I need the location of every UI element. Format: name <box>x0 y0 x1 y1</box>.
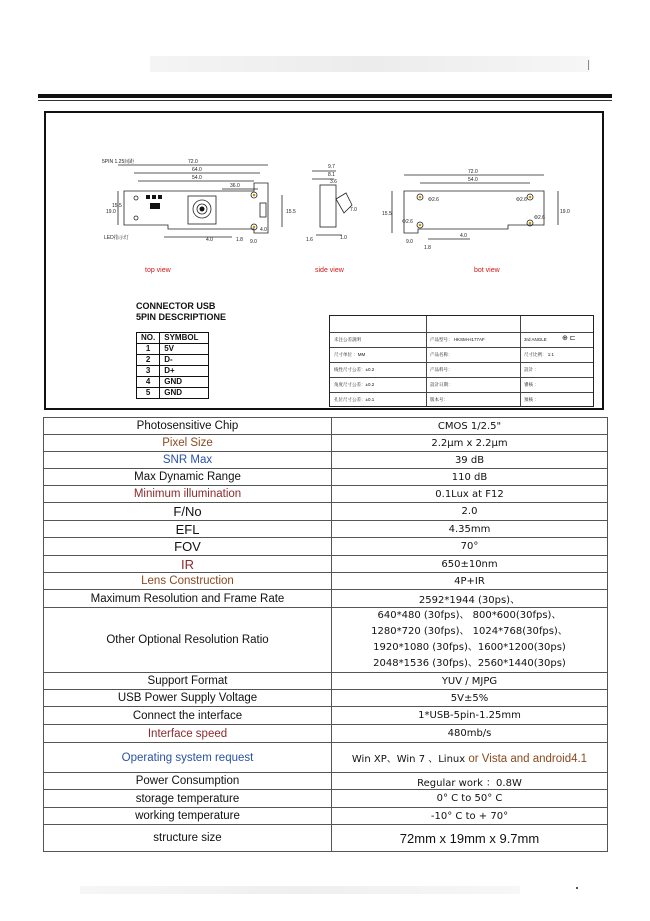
spec-row <box>44 573 608 590</box>
spec-row <box>44 521 608 538</box>
spec-row <box>44 435 608 452</box>
resolution-line: 1920*1080 (30fps)、1600*1200(30ps) <box>373 642 566 653</box>
top-view-label: top view <box>145 267 171 274</box>
top-view-dim-labels <box>102 158 296 245</box>
spin-label: 5PIN 1.25间距 <box>102 159 135 165</box>
spec-label: Max Dynamic Range <box>44 469 332 486</box>
spec-value: 2.0 <box>332 503 608 521</box>
pin-no: 5 <box>137 388 160 399</box>
spec-label: structure size <box>44 825 332 852</box>
pin-row <box>137 344 209 355</box>
pin-no: 4 <box>137 377 160 388</box>
spec-value: 72mm x 19mm x 9.7mm <box>332 825 608 852</box>
bot-phi-3: Φ2.6 <box>402 219 413 225</box>
spec-value: -10° C to + 70° <box>332 808 608 825</box>
pin-symbol: D- <box>160 355 209 366</box>
bot-phi-2: Φ2.6 <box>516 197 527 203</box>
footer-dot <box>576 887 578 889</box>
spec-value: 70° <box>332 538 608 556</box>
spec-table <box>43 417 608 852</box>
side-view-label: side view <box>315 267 344 274</box>
bot-phi-4: Φ2.6 <box>534 215 545 221</box>
dim-97: 9.7 <box>328 164 335 170</box>
dim-36: 36.0 <box>230 183 240 189</box>
spec-label: Minimum illumination <box>44 486 332 503</box>
spec-row <box>44 773 608 790</box>
os-extra: or Vista and android4.1 <box>468 753 588 765</box>
bot-dim-72: 72.0 <box>468 169 478 175</box>
spec-value <box>332 608 608 673</box>
mechanical-drawing <box>44 111 604 410</box>
faint-header-title <box>150 56 590 72</box>
spec-row <box>44 452 608 469</box>
pin-row <box>137 388 209 399</box>
tb-r4c2: 設計日期： <box>430 382 453 387</box>
spec-value: 2592*1944 (30ps)、 <box>332 590 608 608</box>
spec-value: YUV / MJPG <box>332 673 608 690</box>
spec-label: Pixel Size <box>44 435 332 452</box>
bot-view-outline <box>392 175 558 239</box>
tb-r1c2: 产品型号： HKSM-H177AF <box>430 337 485 342</box>
spec-label: EFL <box>44 521 332 538</box>
spec-row <box>44 790 608 808</box>
spec-label: IR <box>44 556 332 573</box>
spec-value: 110 dB <box>332 469 608 486</box>
spec-value <box>332 743 608 773</box>
spec-label: Other Optional Resolution Ratio <box>44 608 332 673</box>
spec-row <box>44 690 608 707</box>
tb-r4c1: 角度尺寸公差：±0.2 <box>334 382 375 387</box>
dim-18: 1.8 <box>236 237 243 243</box>
spec-label: Operating system request <box>44 743 332 773</box>
header-rule-thick <box>38 94 612 98</box>
pin-table <box>136 332 209 399</box>
dim-19: 19.0 <box>106 209 116 215</box>
spec-value: Regular work ：0.8W <box>332 773 608 790</box>
spec-row <box>44 538 608 556</box>
spec-row <box>44 503 608 521</box>
spec-row <box>44 418 608 435</box>
spec-row <box>44 808 608 825</box>
spec-label: working temperature <box>44 808 332 825</box>
dim-90: 9.0 <box>250 239 257 245</box>
spec-value: 650±10nm <box>332 556 608 573</box>
spec-label: Lens Construction <box>44 573 332 590</box>
connector-title <box>136 301 226 323</box>
spec-row <box>44 707 608 725</box>
spec-row <box>44 825 608 852</box>
dim-36s: 3.6 <box>330 179 337 185</box>
pin-header-symbol: SYMBOL <box>160 333 209 344</box>
bot-dim-190: 19.0 <box>560 209 570 215</box>
connector-title-line2: 5PIN DESCRIPTIONE <box>136 312 227 322</box>
tb-r2c1: 尺寸单位 ：MM <box>334 352 366 357</box>
header-rule-thin <box>38 100 612 101</box>
spec-row <box>44 590 608 608</box>
dim-81: 8.1 <box>328 172 335 178</box>
spec-label: Connect the interface <box>44 707 332 725</box>
dim-155-r: 15.5 <box>286 209 296 215</box>
spec-row <box>44 673 608 690</box>
dim-16: 1.6 <box>306 237 313 243</box>
resolution-line: 640*480 (30fps)、 800*600(30fps)、 <box>377 610 562 621</box>
dim-10: 1.0 <box>340 235 347 241</box>
spec-row <box>44 486 608 503</box>
tb-r5c2: 版本号： <box>430 397 448 402</box>
spec-label: FOV <box>44 538 332 556</box>
dim-40-b: 4.0 <box>206 237 213 243</box>
led-label: LED指示灯 <box>104 235 129 241</box>
resolution-line: 1280*720 (30fps)、 1024*768(30fps)、 <box>371 626 568 637</box>
spec-label: Power Consumption <box>44 773 332 790</box>
projection-icon: ⊕ ⊏ <box>562 335 576 342</box>
spec-label: Maximum Resolution and Frame Rate <box>44 590 332 608</box>
pin-symbol: GND <box>160 388 209 399</box>
tb-r5c1: 孔位尺寸公差：±0.1 <box>334 397 375 402</box>
pin-no: 1 <box>137 344 160 355</box>
tb-r3c3: 設計 ： <box>524 367 539 372</box>
bot-dim-18: 1.8 <box>424 245 431 251</box>
bot-dim-90: 9.0 <box>406 239 413 245</box>
tb-r2c3: 尺寸比例： 1:1 <box>524 352 555 357</box>
header-end-mark <box>588 60 589 70</box>
pin-row <box>137 366 209 377</box>
tb-r1c3: 3rd ANGLE <box>524 337 547 342</box>
spec-value: 4.35mm <box>332 521 608 538</box>
spec-row <box>44 556 608 573</box>
spec-value: 5V±5% <box>332 690 608 707</box>
dim-70: 7.0 <box>350 207 357 213</box>
spec-value: CMOS 1/2.5" <box>332 418 608 435</box>
tb-r2c2: 产品名称： <box>430 352 453 357</box>
spec-row <box>44 743 608 773</box>
connector-title-line1: CONNECTOR USB <box>136 301 216 311</box>
spec-label: Support Format <box>44 673 332 690</box>
pin-table-header <box>137 333 209 344</box>
spec-value: 39 dB <box>332 452 608 469</box>
tb-r5c3: 預核 ： <box>524 397 539 402</box>
top-view-features <box>146 195 205 212</box>
dim-64: 64.0 <box>192 167 202 173</box>
pin-symbol: GND <box>160 377 209 388</box>
bot-phi-1: Φ2.6 <box>428 197 439 203</box>
pin-header-no: NO. <box>137 333 160 344</box>
faint-footer <box>80 886 520 894</box>
pin-no: 3 <box>137 366 160 377</box>
spec-label: SNR Max <box>44 452 332 469</box>
pin-symbol: D+ <box>160 366 209 377</box>
pin-symbol: 5V <box>160 344 209 355</box>
dim-72: 72.0 <box>188 159 198 165</box>
spec-value: 4P+IR <box>332 573 608 590</box>
tb-r3c2: 产品料号： <box>430 367 453 372</box>
pin-row <box>137 355 209 366</box>
tb-r3c1: 线性尺寸公差：±0.2 <box>334 367 375 372</box>
bot-dim-40: 4.0 <box>460 233 467 239</box>
spec-label: storage temperature <box>44 790 332 808</box>
pin-no: 2 <box>137 355 160 366</box>
resolution-line: 2048*1536 (30fps)、2560*1440(30ps) <box>373 658 566 669</box>
spec-value: 480mb/s <box>332 725 608 743</box>
spec-value: 0° C to 50° C <box>332 790 608 808</box>
spec-row <box>44 725 608 743</box>
bot-view-label: bot view <box>474 267 500 274</box>
dim-40: 4.0 <box>260 227 267 233</box>
pin-row <box>137 377 209 388</box>
os-list: Win XP、Win 7 、Linux <box>351 754 469 765</box>
title-block <box>329 315 594 407</box>
tb-r4c3: 審核 ： <box>524 382 539 387</box>
spec-value: 0.1Lux at F12 <box>332 486 608 503</box>
spec-label: Interface speed <box>44 725 332 743</box>
spec-row <box>44 608 608 673</box>
dim-54: 54.0 <box>192 175 202 181</box>
bot-dim-155: 15.5 <box>382 211 392 217</box>
spec-row <box>44 469 608 486</box>
spec-value: 1*USB-5pin-1.25mm <box>332 707 608 725</box>
spec-label: Photosensitive Chip <box>44 418 332 435</box>
spec-label: USB Power Supply Voltage <box>44 690 332 707</box>
spec-label: F/No <box>44 503 332 521</box>
dim-155: 15.5 <box>112 203 122 209</box>
bot-dim-54: 54.0 <box>468 177 478 183</box>
spec-value: 2.2μm x 2.2μm <box>332 435 608 452</box>
tb-r1c1: 未注公差說明 <box>334 337 361 342</box>
